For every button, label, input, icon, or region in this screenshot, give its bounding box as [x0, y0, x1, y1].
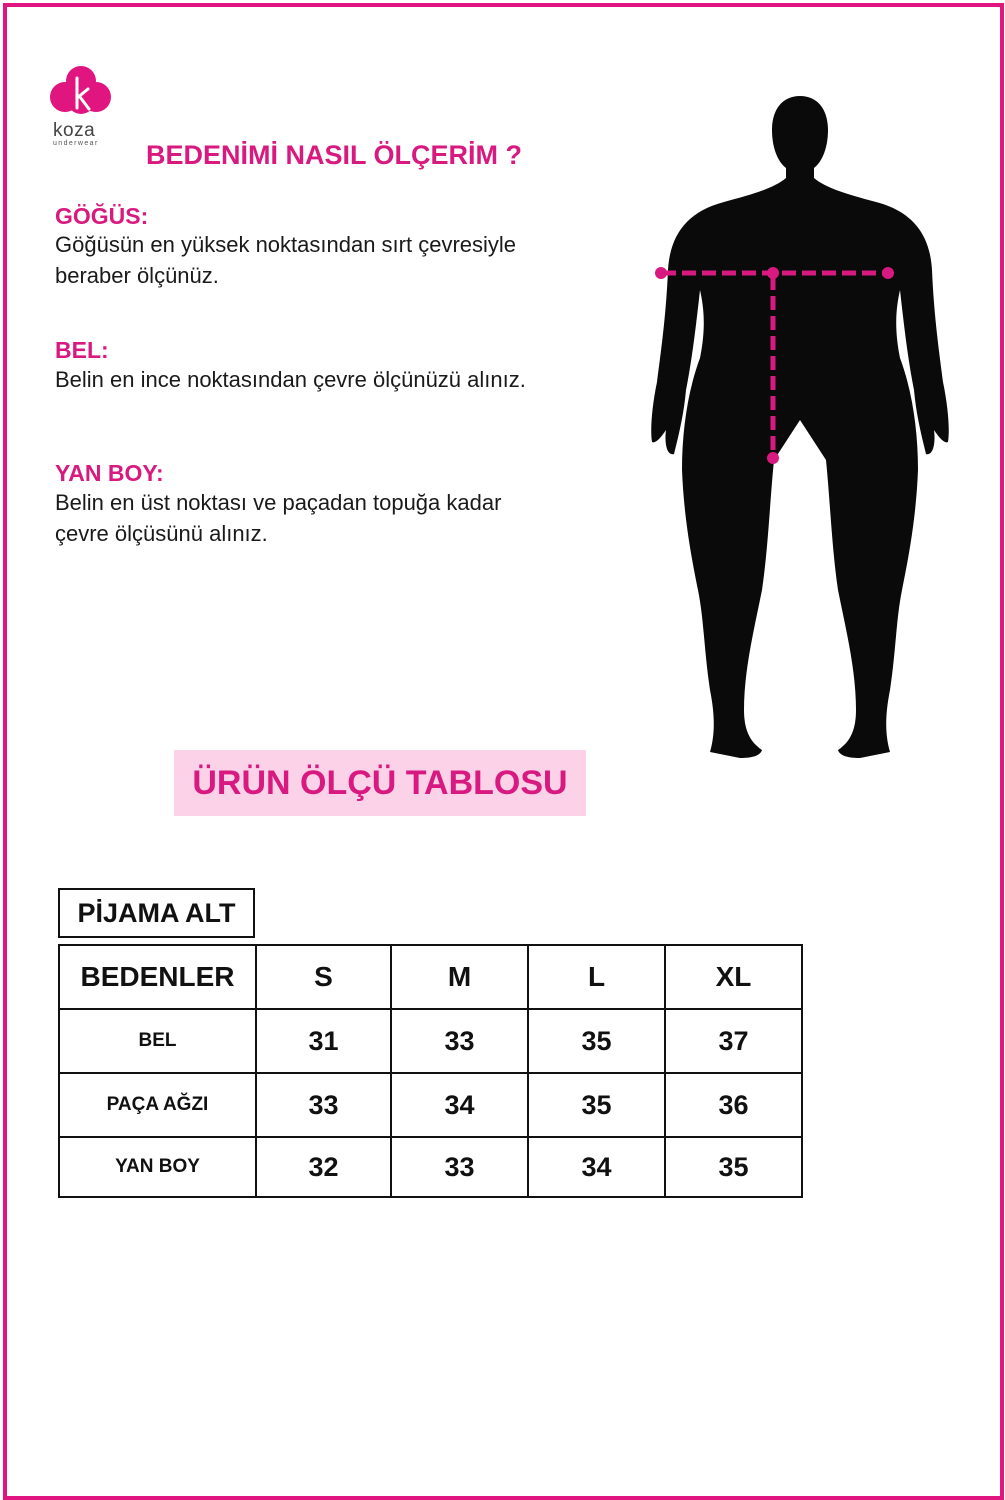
waist-text-line: Belin en ince noktasından çevre ölçünüzü alınız.: [55, 367, 526, 392]
table-cell: 36: [665, 1073, 802, 1137]
chest-text-line: Göğüsün en yüksek noktasından sırt çevresiyle: [55, 232, 517, 257]
size-table: [58, 944, 803, 1198]
product-label-box: [58, 888, 255, 938]
side-length-text-line: Belin en üst noktası ve paçadan topuğa kadar: [55, 490, 502, 515]
table-cell: 33: [256, 1073, 391, 1137]
side-length-text-line: çevre ölçüsünü alınız.: [55, 521, 268, 546]
table-cell: 37: [665, 1009, 802, 1073]
chest-title: GÖĞÜS:: [55, 203, 149, 229]
side-length-description: [55, 487, 655, 549]
table-cell: 34: [391, 1073, 528, 1137]
body-figure: [650, 90, 960, 770]
table-cell: 34: [528, 1137, 665, 1197]
table-cell: 35: [528, 1073, 665, 1137]
table-row: [59, 1009, 802, 1073]
table-cell: 33: [391, 1009, 528, 1073]
brand-name: koza: [53, 120, 96, 141]
table-cell: 31: [256, 1009, 391, 1073]
size-table-title-banner: [174, 750, 586, 816]
product-label: PİJAMA ALT: [77, 897, 236, 928]
row-label-waist: BEL: [59, 1009, 256, 1073]
table-row: [59, 1073, 802, 1137]
page-title: BEDENİMİ NASIL ÖLÇERİM ?: [146, 140, 523, 170]
header-size-s: S: [256, 945, 391, 1009]
header-size-xl: XL: [665, 945, 802, 1009]
size-table-title: ÜRÜN ÖLÇÜ TABLOSU: [192, 763, 568, 802]
side-length-title: YAN BOY:: [55, 460, 164, 486]
chest-text-line: beraber ölçünüz.: [55, 263, 219, 288]
brand-tagline: underwear: [53, 140, 99, 147]
header-size-m: M: [391, 945, 528, 1009]
row-label-leg-opening: PAÇA AĞZI: [59, 1073, 256, 1137]
table-header-row: [59, 945, 802, 1009]
table-cell: 32: [256, 1137, 391, 1197]
header-size-l: L: [528, 945, 665, 1009]
table-cell: 35: [528, 1009, 665, 1073]
waist-description: [55, 364, 655, 395]
body-silhouette-measurement-icon: [650, 90, 960, 770]
chest-description: [55, 229, 655, 291]
table-row: [59, 1137, 802, 1197]
table-cell: 33: [391, 1137, 528, 1197]
header-sizes-label: BEDENLER: [59, 945, 256, 1009]
waist-title: BEL:: [55, 337, 109, 363]
cotton-flower-logo-icon: [50, 64, 112, 120]
table-cell: 35: [665, 1137, 802, 1197]
row-label-side-length: YAN BOY: [59, 1137, 256, 1197]
